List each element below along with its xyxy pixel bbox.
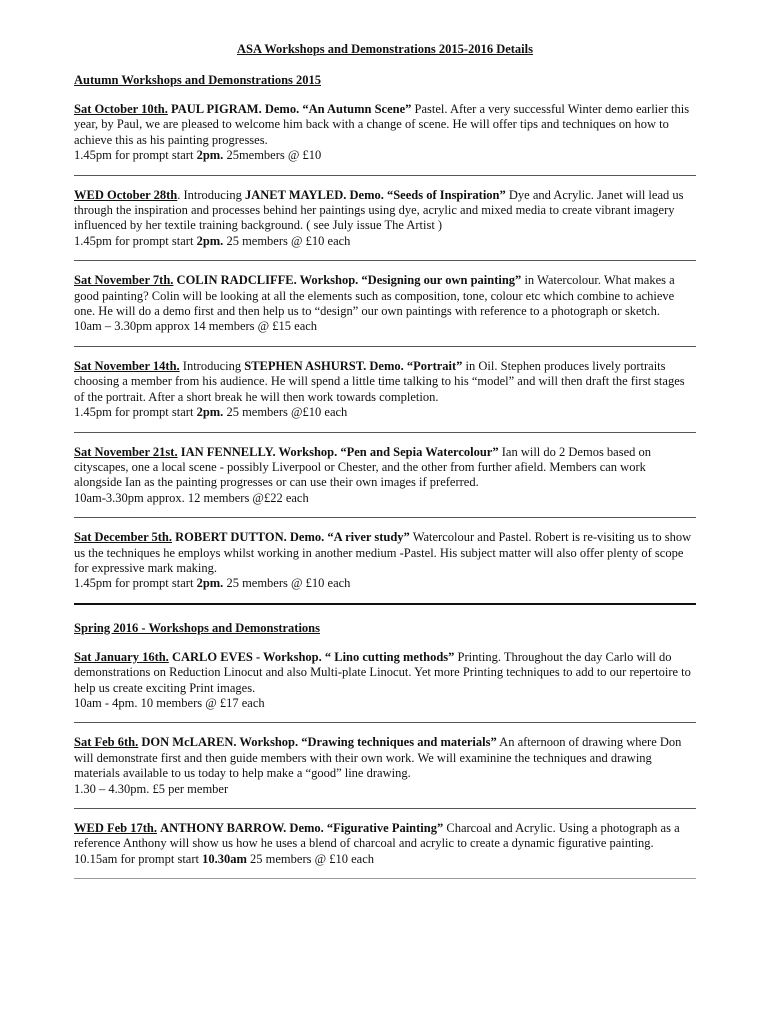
document-title: ASA Workshops and Demonstrations 2015-2016 Details bbox=[237, 42, 533, 56]
separator bbox=[74, 175, 696, 176]
event-time bbox=[74, 491, 696, 506]
spring-section-heading: Spring 2016 - Workshops and Demonstrations bbox=[74, 620, 321, 635]
event-description bbox=[74, 445, 696, 491]
event-time-text: 10.15am for prompt start bbox=[74, 851, 203, 866]
event-cost: 25 members @ £10 each bbox=[246, 851, 375, 866]
event-date: Sat Feb 6th. bbox=[74, 735, 139, 750]
event-time bbox=[74, 852, 696, 867]
event-time-text: 1.45pm for prompt start bbox=[74, 576, 197, 591]
event-body: Printing. Throughout the day Carlo will do demonstrations on Reduction Linocut and also Multi-plate Linocut. Yet more Printing techniques to add to our repertoire to help us create exciting Print images. bbox=[74, 649, 691, 695]
event-time-text: 1.45pm for prompt start bbox=[74, 233, 197, 248]
event-time bbox=[74, 696, 696, 711]
event-carlo-eves bbox=[74, 650, 696, 712]
event-body: Pastel. After a very successful Winter demo earlier this year, by Paul, we are pleased to welcome him back with a change of scene. He will offer tips and techniques on how to achieve this as his painting progresses. bbox=[74, 102, 690, 147]
event-intro: . Introducing bbox=[177, 187, 245, 202]
event-time bbox=[74, 234, 696, 249]
event-start-time: 2pm. bbox=[196, 148, 224, 163]
event-start-time: 2pm. bbox=[196, 405, 224, 420]
event-description bbox=[74, 650, 696, 696]
event-janet-mayled bbox=[74, 188, 696, 250]
event-time bbox=[74, 319, 696, 334]
event-body: Charcoal and Acrylic. Using a photograph as a reference Anthony will show us how he uses a blend of charcoal and acrylic to create a dynamic figurative painting. bbox=[74, 821, 680, 851]
event-body: in Oil. Stephen produces lively portraits choosing a member from his audience. He will spend a little time talking to his “model” and will then draft the first stages of the portrait. After a short break he will then work towards completion. bbox=[74, 358, 685, 404]
event-title: STEPHEN ASHURST. Demo. “Portrait” bbox=[244, 358, 463, 373]
event-body: Ian will do 2 Demos based on cityscapes, one a local scene - possibly Liverpool or Chester, and the other from further afield. Members can work alongside Ian as the painting progresses or can use their own images if preferred. bbox=[74, 444, 652, 490]
autumn-section-heading: Autumn Workshops and Demonstrations 2015 bbox=[74, 73, 322, 87]
event-subtitle: . “ Lino cutting methods” bbox=[318, 649, 455, 664]
event-date: Sat December 5th. bbox=[74, 530, 173, 545]
event-time bbox=[74, 405, 696, 420]
event-title: COLIN RADCLIFFE. Workshop. “Designing our own painting” bbox=[176, 273, 522, 288]
event-intro: Introducing bbox=[179, 358, 245, 373]
event-body: Watercolour and Pastel. Robert is re-visiting us to show us the techniques he employs whilst working in another medium -Pastel. His subject matter will also offer plenty of scope for expressive mark making. bbox=[74, 530, 692, 575]
event-start-time: 2pm. bbox=[196, 576, 224, 591]
event-anthony-barrow bbox=[74, 821, 696, 867]
event-description bbox=[74, 273, 696, 319]
event-robert-dutton bbox=[74, 530, 696, 592]
event-date: Sat January 16th. bbox=[74, 649, 169, 664]
event-time-text: 10am-3.30pm approx. 12 members @£22 each bbox=[74, 490, 309, 505]
event-time-text: 10am – 3.30pm approx 14 members @ £15 each bbox=[74, 319, 318, 334]
event-time-text: 1.45pm for prompt start bbox=[74, 148, 197, 163]
event-start-time: 2pm. bbox=[196, 233, 224, 248]
event-title: JANET MAYLED. Demo. “Seeds of Inspiration” bbox=[244, 187, 506, 202]
event-title: ANTHONY BARROW. Demo. “Figurative Painting” bbox=[160, 821, 444, 835]
event-date: Sat October 10th. bbox=[74, 102, 168, 116]
event-description bbox=[74, 735, 696, 781]
separator bbox=[74, 432, 696, 433]
event-time-text: 1.30 – 4.30pm. £5 per member bbox=[74, 781, 229, 796]
event-ian-fennelly bbox=[74, 445, 696, 507]
event-cost: 25members @ £10 bbox=[223, 148, 322, 163]
separator bbox=[74, 722, 696, 723]
separator bbox=[74, 517, 696, 518]
event-start-time: 10.30am bbox=[202, 851, 247, 866]
event-body: in Watercolour. What makes a good painting? Colin will be looking at all the elements such as composition, tone, colour etc which combine to achieve one. He will do a demo first and then help us to “design” our own paintings with reference to a photograph or sketch. bbox=[74, 273, 675, 319]
event-title: IAN FENNELLY. Workshop. “Pen and Sepia Watercolour” bbox=[180, 444, 499, 459]
separator bbox=[74, 346, 696, 347]
event-description bbox=[74, 102, 696, 148]
event-stephen-ashurst bbox=[74, 359, 696, 421]
event-date: Sat November 14th. bbox=[74, 358, 180, 373]
event-paul-pigram bbox=[74, 102, 696, 164]
event-time bbox=[74, 576, 696, 591]
event-date: WED October 28th bbox=[74, 187, 178, 202]
event-title: ROBERT DUTTON. Demo. “A river study” bbox=[175, 530, 410, 545]
event-title: PAUL PIGRAM. Demo. “An Autumn Scene” bbox=[171, 102, 412, 116]
event-description bbox=[74, 821, 696, 852]
event-don-mclaren bbox=[74, 735, 696, 797]
event-time bbox=[74, 782, 696, 797]
event-date: Sat November 7th. bbox=[74, 273, 174, 288]
event-colin-radcliffe bbox=[74, 273, 696, 335]
event-date: WED Feb 17th. bbox=[74, 821, 157, 835]
event-time-text: 10am - 4pm. 10 members @ £17 each bbox=[74, 695, 265, 710]
section-divider bbox=[74, 603, 696, 605]
event-cost: 25 members @ £10 each bbox=[223, 233, 351, 248]
event-time bbox=[74, 148, 696, 163]
separator bbox=[74, 808, 696, 809]
event-description bbox=[74, 530, 696, 576]
event-date: Sat November 21st. bbox=[74, 444, 178, 459]
separator bbox=[74, 260, 696, 261]
event-cost: 25 members @ £10 each bbox=[223, 576, 351, 591]
separator bbox=[74, 878, 696, 879]
event-title: CARLO EVES - Workshop bbox=[171, 649, 319, 664]
event-time-text: 1.45pm for prompt start bbox=[74, 405, 197, 420]
event-cost: 25 members @£10 each bbox=[223, 405, 348, 420]
event-description bbox=[74, 359, 696, 405]
event-description bbox=[74, 188, 696, 234]
event-title: DON McLAREN. Workshop. “Drawing techniques and materials” bbox=[141, 735, 497, 750]
event-body: Dye and Acrylic. Janet will lead us through the inspiration and processes behind her paintings using dye, acrylic and mixed media to create vibrant imagery influenced by her textile training background. ( see July issue The Artist ) bbox=[74, 187, 684, 233]
document-content bbox=[74, 42, 696, 879]
event-body: An afternoon of drawing where Don will demonstrate first and then guide members with their own work. We will examinine the techniques and drawing materials available to us today to help make a “good” line drawing. bbox=[74, 735, 682, 781]
